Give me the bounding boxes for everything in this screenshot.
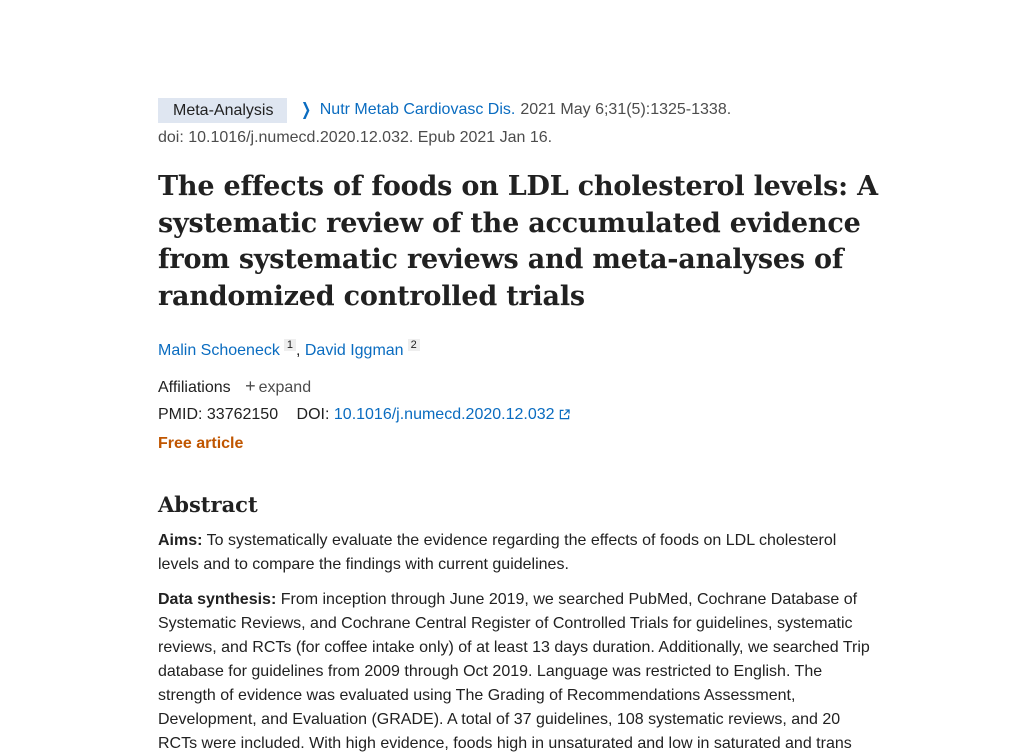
doi-value: 10.1016/j.numecd.2020.12.032 [333, 406, 555, 423]
citation-date-volume: 2021 May 6;31(5):1325-1338. [520, 101, 732, 118]
plus-icon: + [245, 376, 256, 396]
citation-doi-line: doi: 10.1016/j.numecd.2020.12.032. Epub 2021 Jan 16. [158, 129, 553, 146]
journal-link[interactable]: Nutr Metab Cardiovasc Dis. [319, 101, 516, 118]
doi-link[interactable] [334, 406, 570, 423]
chevron-right-icon: ❯ [301, 100, 312, 119]
author-link[interactable]: Malin Schoeneck [158, 342, 280, 359]
expand-label: expand [258, 379, 312, 396]
external-link-icon [559, 409, 570, 420]
doi-label: DOI: [296, 406, 330, 423]
synthesis-label: Data synthesis: [158, 591, 277, 608]
author-link[interactable]: David Iggman [304, 342, 404, 359]
abstract-data-synthesis [158, 588, 878, 754]
identifiers-row [158, 404, 878, 426]
pmid-value: 33762150 [206, 406, 279, 423]
affiliation-number[interactable]: 1 [284, 339, 296, 351]
free-article-badge: Free article [158, 435, 244, 452]
article-page [158, 97, 878, 754]
publication-type-tag: Meta-Analysis [158, 98, 287, 123]
expand-affiliations-button[interactable] [245, 376, 312, 396]
citation-line [158, 97, 878, 123]
abstract-heading: Abstract [158, 492, 258, 517]
author-list [158, 334, 878, 362]
synthesis-text: From inception through June 2019, we searched PubMed, Cochrane Database of Systematic Reviews, and Cochrane Central Register of Controlled Trials for guidelines, systematic reviews, and RCTs (for coffee intake only) of at least 13 days duration. Additionally, we searched Trip database for guidelines from 2009 through Oct 2019. Language was restricted to English. The strength of evidence was evaluated using The Grading of Recommendations Assessment, Development, and Evaluation (GRADE). A total of 37 guidelines, 108 systematic reviews, and 20 RCTs were included. With high evidence, foods high in unsaturated and low in saturated and trans [158, 591, 870, 752]
affiliations-row [158, 375, 878, 399]
pmid-label: PMID: [158, 406, 203, 423]
author-separator: , [295, 342, 305, 359]
affiliations-label: Affiliations [158, 379, 231, 396]
abstract-aims [158, 529, 878, 577]
article-title: The effects of foods on LDL cholesterol levels: A systematic review of the accumulated evidence from systematic reviews and meta-analyses of randomized controlled trials [158, 171, 878, 312]
aims-text: To systematically evaluate the evidence regarding the effects of foods on LDL cholesterol levels and to compare the findings with current guidelines. [158, 532, 837, 573]
affiliation-number[interactable]: 2 [408, 339, 420, 351]
aims-label: Aims: [158, 532, 203, 549]
